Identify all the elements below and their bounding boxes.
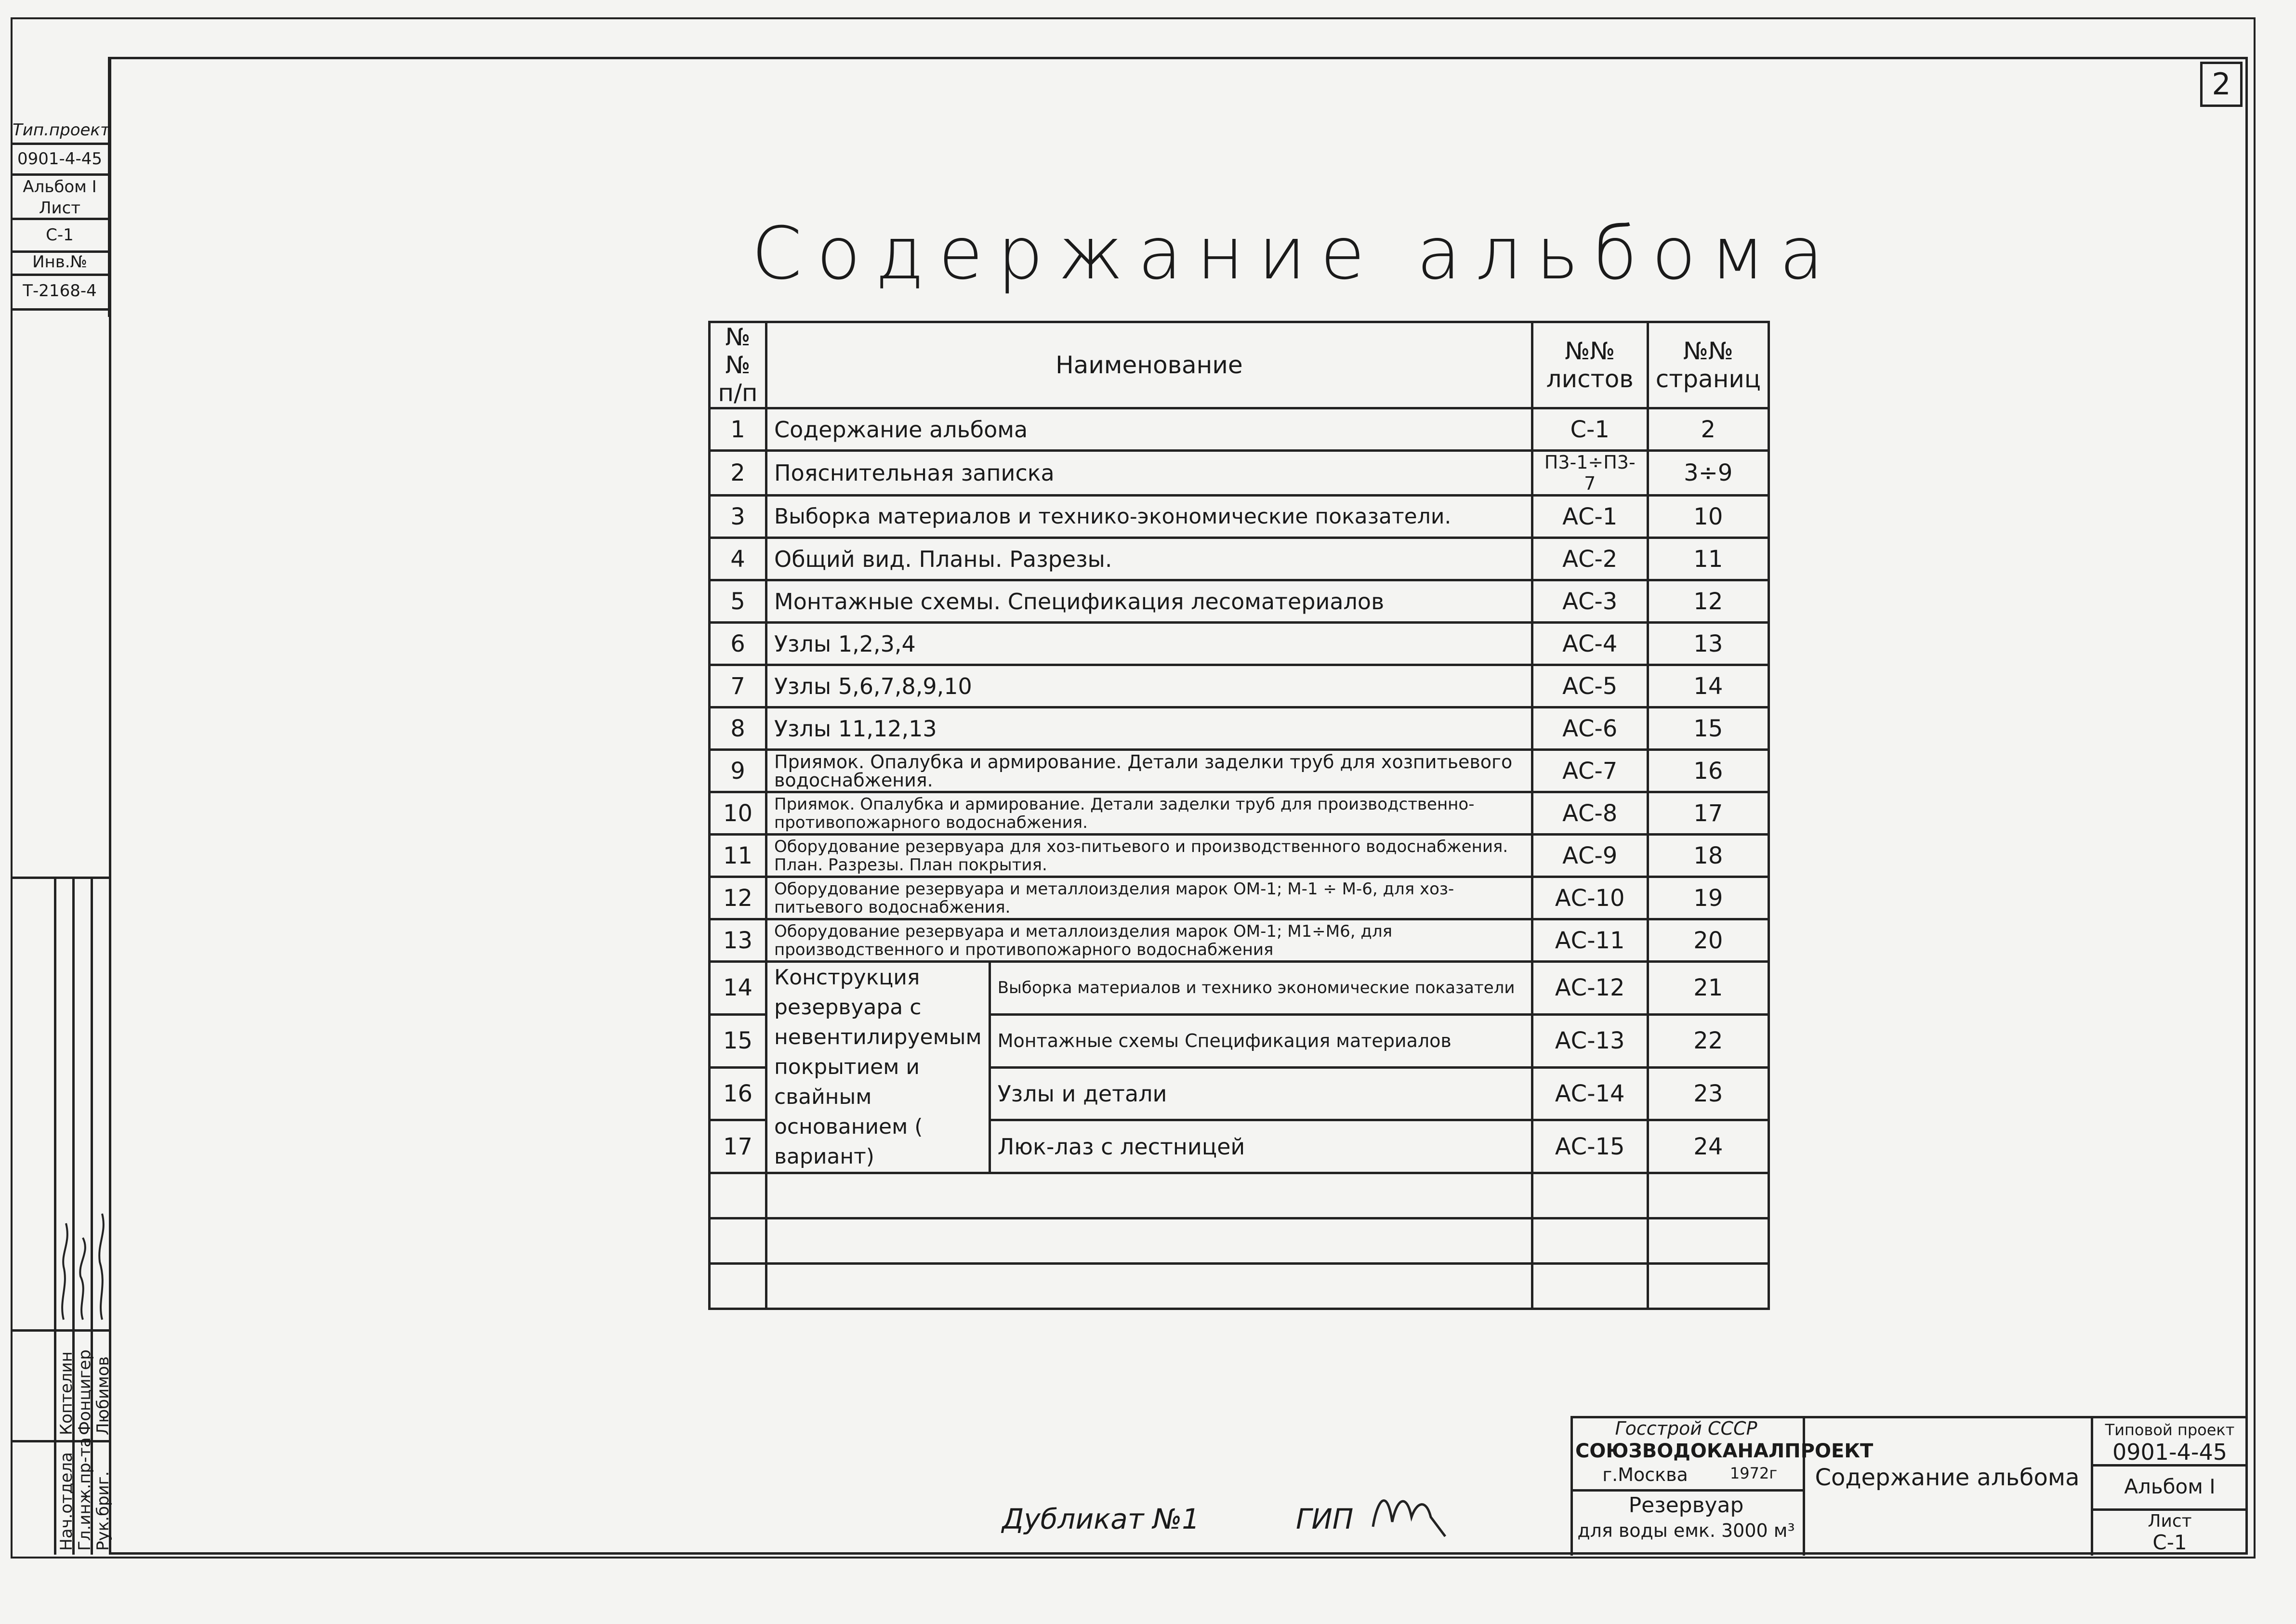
object-name-2: для воды емк. 3000 м³ (1577, 1520, 1795, 1541)
row-name: Выборка материалов и технико-экономические показатели. (766, 496, 1532, 538)
row-num: 7 (710, 665, 766, 707)
album-label: Альбом I (2124, 1475, 2216, 1498)
stamp-album: Альбом I (23, 177, 97, 196)
stamp-project-label: Тип.проект (13, 120, 110, 140)
row-sheet: АС-15 (1532, 1120, 1648, 1173)
row-name: Оборудование резервуара и металлоизделия марок ОМ-1; М1÷М6, для производственного и противопожарного водоснабжения (766, 919, 1532, 962)
row-name: Узлы 5,6,7,8,9,10 (766, 665, 1532, 707)
table-row (710, 665, 1769, 707)
row-sheet: АС-13 (1532, 1014, 1648, 1067)
row-page: 16 (1648, 750, 1768, 792)
group-label: Конструкция резервуара с невентилируемым покрытием и свайным основанием ( вариант) (766, 962, 990, 1173)
row-sheet: П3-1÷П3-7 (1532, 451, 1648, 496)
row-name: Общий вид. Планы. Разрезы. (766, 538, 1532, 580)
row-name: Приямок. Опалубка и армирование. Детали заделки труб для производственно-противопожарного водоснабжения. (766, 792, 1532, 835)
row-name: Монтажные схемы. Спецификация лесоматериалов (766, 580, 1532, 623)
row-num: 17 (710, 1120, 766, 1173)
stamp-inv-label: Инв.№ (32, 252, 87, 272)
row-page: 22 (1648, 1014, 1768, 1067)
role-chief-engineer: Гл.инж.пр-та (75, 1437, 94, 1551)
row-sheet: АС-9 (1532, 835, 1648, 877)
gip-signature (1368, 1479, 1450, 1541)
org-city: г.Москва (1602, 1464, 1688, 1485)
object-name-1: Резервуар (1628, 1493, 1744, 1518)
table-row-empty (710, 1218, 1769, 1264)
row-num: 4 (710, 538, 766, 580)
table-row (710, 835, 1769, 877)
row-sheet: АС-3 (1532, 580, 1648, 623)
row-sheet: АС-4 (1532, 623, 1648, 665)
row-name: Оборудование резервуара и металлоизделия марок ОМ-1; М-1 ÷ М-6, для хоз-питьевого водоснабжения. (766, 877, 1532, 919)
table-row (710, 792, 1769, 835)
doc-title: Содержание альбома (1815, 1464, 2080, 1491)
row-name: Узлы и детали (990, 1067, 1532, 1120)
row-page: 12 (1648, 580, 1768, 623)
row-sheet: АС-2 (1532, 538, 1648, 580)
table-row-empty (710, 1173, 1769, 1218)
row-name: Содержание альбома (766, 408, 1532, 451)
row-sheet: АС-7 (1532, 750, 1648, 792)
row-num: 16 (710, 1067, 766, 1120)
row-num: 10 (710, 792, 766, 835)
stamp-project-code: 0901-4-45 (17, 149, 102, 169)
row-sheet: АС-8 (1532, 792, 1648, 835)
table-header-row (710, 322, 1769, 408)
table-row (710, 496, 1769, 538)
header-pages: №№ страниц (1648, 322, 1768, 408)
row-num: 5 (710, 580, 766, 623)
stamp-sheet-code: С-1 (46, 225, 74, 245)
table-row (710, 962, 1769, 1015)
row-sheet: АС-5 (1532, 665, 1648, 707)
row-page: 19 (1648, 877, 1768, 919)
row-page: 18 (1648, 835, 1768, 877)
row-num: 8 (710, 707, 766, 750)
name-fontsiger: Фонцигер (75, 1349, 94, 1435)
name-lyubimov: Любимов (93, 1356, 113, 1435)
header-sheets: №№ листов (1532, 322, 1648, 408)
row-name: Пояснительная записка (766, 451, 1532, 496)
table-row-empty (710, 1264, 1769, 1309)
row-sheet: АС-10 (1532, 877, 1648, 919)
row-page: 14 (1648, 665, 1768, 707)
stamp-sheet-label: Лист (39, 198, 81, 218)
row-sheet: АС-11 (1532, 919, 1648, 962)
row-page: 13 (1648, 623, 1768, 665)
sheet-code: С-1 (2152, 1531, 2187, 1554)
row-num: 12 (710, 877, 766, 919)
row-sheet: АС-14 (1532, 1067, 1648, 1120)
table-row (710, 707, 1769, 750)
table-row (710, 750, 1769, 792)
row-num: 1 (710, 408, 766, 451)
row-page: 3÷9 (1648, 451, 1768, 496)
row-sheet: С-1 (1532, 408, 1648, 451)
row-num: 2 (710, 451, 766, 496)
gip-label: ГИП (1296, 1503, 1354, 1535)
sheet-label: Лист (2148, 1511, 2192, 1531)
header-num: №№ п/п (710, 322, 766, 408)
row-num: 11 (710, 835, 766, 877)
header-name: Наименование (766, 322, 1532, 408)
table-row (710, 408, 1769, 451)
row-sheet: АС-12 (1532, 962, 1648, 1015)
org-gosstroy: Госстрой СССР (1615, 1418, 1757, 1439)
row-name: Узлы 1,2,3,4 (766, 623, 1532, 665)
table-row (710, 877, 1769, 919)
table-row (710, 623, 1769, 665)
contents-table (708, 321, 1770, 1310)
row-name: Выборка материалов и технико экономические показатели (990, 962, 1532, 1015)
table-row (710, 580, 1769, 623)
stamp-inv-code: Т-2168-4 (23, 281, 97, 301)
role-head: Нач.отдела (57, 1452, 76, 1551)
page-title: Содержание альбома (752, 212, 1838, 296)
row-num: 13 (710, 919, 766, 962)
sheet-number: 2 (2200, 62, 2243, 107)
row-page: 10 (1648, 496, 1768, 538)
table-row (710, 919, 1769, 962)
table-row (710, 538, 1769, 580)
table-row (710, 451, 1769, 496)
row-page: 24 (1648, 1120, 1768, 1173)
row-page: 17 (1648, 792, 1768, 835)
row-page: 21 (1648, 962, 1768, 1015)
row-num: 3 (710, 496, 766, 538)
row-page: 2 (1648, 408, 1768, 451)
proj-code: 0901-4-45 (2112, 1439, 2228, 1465)
row-sheet: АС-6 (1532, 707, 1648, 750)
row-page: 15 (1648, 707, 1768, 750)
org-soyuzvodokanalproekt: СОЮЗВОДОКАНАЛПРОЕКТ (1575, 1440, 1874, 1462)
row-page: 11 (1648, 538, 1768, 580)
approval-signatures (54, 1204, 117, 1329)
role-brigade-lead: Рук.бриг. (93, 1471, 113, 1551)
row-num: 6 (710, 623, 766, 665)
row-page: 20 (1648, 919, 1768, 962)
row-name: Люк-лаз с лестницей (990, 1120, 1532, 1173)
duplicate-note: Дубликат №1 (1002, 1503, 1200, 1535)
row-num: 14 (710, 962, 766, 1015)
row-page: 23 (1648, 1067, 1768, 1120)
row-num: 9 (710, 750, 766, 792)
row-name: Оборудование резервуара для хоз-питьевого и производственного водоснабжения. План. Разрезы. План покрытия. (766, 835, 1532, 877)
org-year: 1972г (1729, 1464, 1778, 1482)
row-sheet: АС-1 (1532, 496, 1648, 538)
row-num: 15 (710, 1014, 766, 1067)
row-name: Монтажные схемы Спецификация материалов (990, 1014, 1532, 1067)
row-name: Узлы 11,12,13 (766, 707, 1532, 750)
name-koptelin: Коптелин (57, 1351, 76, 1435)
proj-label: Типовой проект (2105, 1421, 2235, 1439)
row-name: Приямок. Опалубка и армирование. Детали заделки труб для хозпитьевого водоснабжения. (766, 750, 1532, 792)
